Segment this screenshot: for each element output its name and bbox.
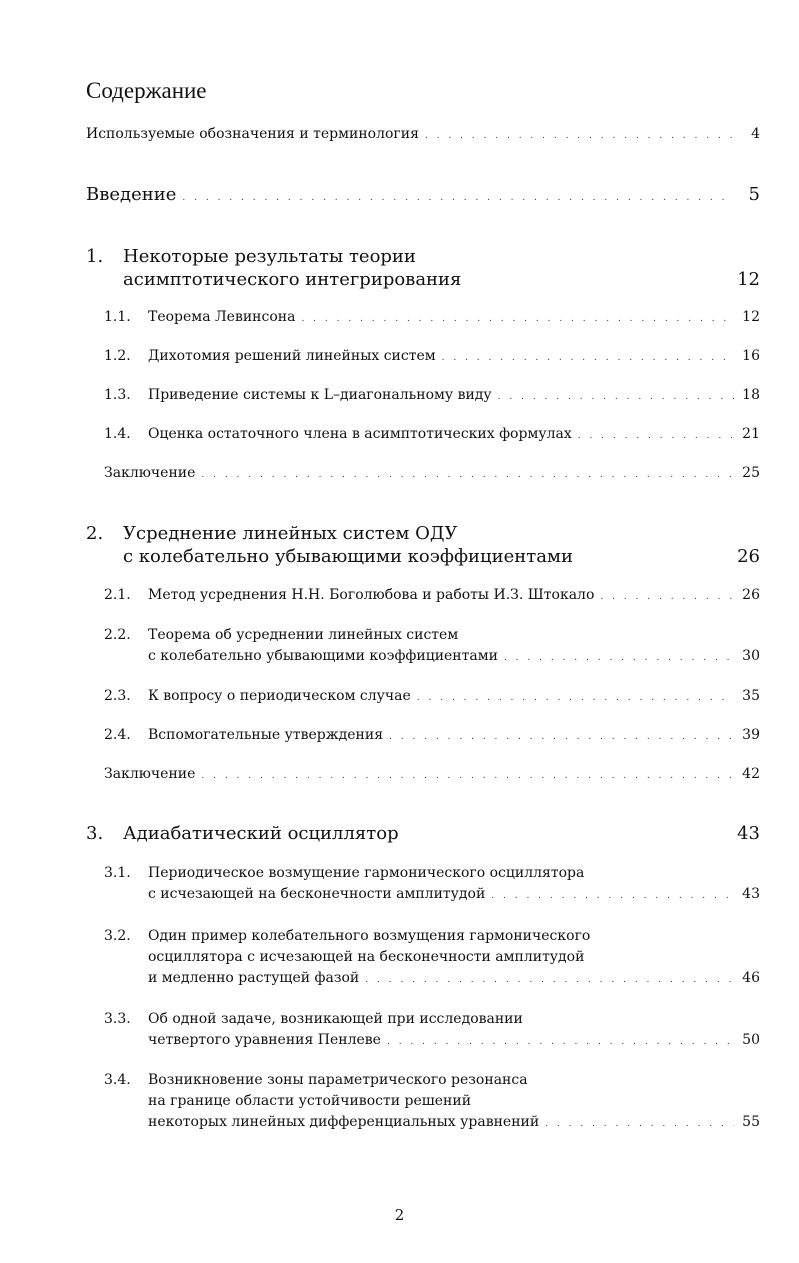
leader-dots: [301, 307, 734, 330]
section-page: 43: [742, 886, 760, 902]
section-title: и медленно растущей фазой: [148, 970, 360, 986]
section-title: с колебательно убывающими коэффициентами: [148, 648, 498, 664]
conclusion-page: 42: [742, 766, 760, 782]
conclusion-page: 25: [742, 465, 760, 481]
section-title: Вспомогательные утверждения: [148, 727, 384, 743]
chapter-page: 12: [737, 269, 760, 290]
leader-dots: [545, 1112, 734, 1135]
section-number: 1.2.: [104, 348, 131, 364]
section-number: 3.4.: [104, 1072, 131, 1088]
section-title: Дихотомия решений линейных систем: [148, 348, 436, 364]
section-title: с исчезающей на бесконечности амплитудой: [148, 886, 486, 902]
leader-dots: [182, 183, 734, 210]
section-title: на границе области устойчивости решений: [148, 1093, 472, 1109]
section-title: Оценка остаточного члена в асимптотических формулах: [148, 426, 572, 442]
leader-dots: [600, 585, 734, 608]
section-title: Один пример колебательного возмущения гармонического: [148, 928, 591, 944]
section-page: 21: [742, 426, 760, 442]
conclusion-title: Заключение: [104, 766, 196, 782]
toc-entry-page: 4: [751, 126, 760, 142]
section-page: 26: [742, 587, 760, 603]
leader-dots: [442, 346, 734, 369]
chapter-title-line: Некоторые результаты теории: [123, 246, 416, 267]
chapter-title-line: Усреднение линейных систем ОДУ: [123, 523, 458, 544]
leader-dots: [365, 968, 734, 991]
section-number: 2.2.: [104, 627, 131, 643]
toc-entry-notation[interactable]: [86, 124, 760, 147]
chapter-title-line: асимптотического интегрирования: [123, 269, 462, 290]
section-title: Периодическое возмущение гармонического осциллятора: [148, 865, 585, 881]
leader-dots: [425, 124, 734, 147]
section-page: 18: [742, 387, 760, 403]
section-number: 2.4.: [104, 727, 131, 743]
conclusion-title: Заключение: [104, 465, 196, 481]
section-title: Приведение системы к L–диагональному виду: [148, 387, 492, 403]
section-number: 1.1.: [104, 309, 131, 325]
toc-entry-page: 5: [748, 184, 760, 205]
page-title: Содержание: [86, 78, 207, 103]
section-page: 12: [742, 309, 760, 325]
toc-conclusion-1[interactable]: [104, 463, 760, 486]
section-page: 39: [742, 727, 760, 743]
section-title: некоторых линейных дифференциальных уравнений: [148, 1114, 540, 1130]
toc-chapter-2[interactable]: [86, 522, 760, 568]
section-number: 1.4.: [104, 426, 131, 442]
section-page: 35: [742, 688, 760, 704]
section-title: Возникновение зоны параметрического резонанса: [148, 1072, 528, 1088]
section-title: К вопросу о периодическом случае: [148, 688, 411, 704]
section-number: 2.3.: [104, 688, 131, 704]
leader-dots: [578, 424, 734, 447]
chapter-number: 1.: [86, 246, 104, 267]
toc-entry-intro[interactable]: [86, 183, 760, 210]
section-page: 16: [742, 348, 760, 364]
leader-dots: [504, 646, 734, 669]
chapter-page: 43: [737, 823, 760, 844]
toc-entry-text: Используемые обозначения и терминология: [86, 126, 419, 142]
chapter-title-line: с колебательно убывающими коэффициентами: [123, 546, 573, 567]
section-number: 3.2.: [104, 928, 131, 944]
section-title: Теорема Левинсона: [148, 309, 296, 325]
section-number: 3.3.: [104, 1011, 131, 1027]
section-title: Метод усреднения Н.Н. Боголюбова и работы И.З. Штокало: [148, 587, 595, 603]
section-number: 2.1.: [104, 587, 131, 603]
section-page: 46: [742, 970, 760, 986]
chapter-page: 26: [737, 546, 760, 567]
leader-dots: [201, 764, 734, 787]
leader-dots: [201, 463, 734, 486]
chapter-number: 3.: [86, 823, 104, 844]
toc-entry-text: Введение: [86, 184, 177, 205]
leader-dots: [498, 385, 734, 408]
section-title: Теорема об усреднении линейных систем: [148, 627, 459, 643]
section-title: четвертого уравнения Пенлеве: [148, 1032, 381, 1048]
section-title: осциллятора с исчезающей на бесконечности амплитудой: [148, 949, 585, 965]
section-number: 1.3.: [104, 387, 131, 403]
section-number: 3.1.: [104, 865, 131, 881]
leader-dots: [387, 1030, 734, 1053]
section-page: 30: [742, 648, 760, 664]
section-page: 50: [742, 1032, 760, 1048]
chapter-number: 2.: [86, 523, 104, 544]
chapter-title-line: Адиабатический осциллятор: [123, 823, 399, 844]
section-title: Об одной задаче, возникающей при исследовании: [148, 1011, 523, 1027]
leader-dots: [417, 686, 734, 709]
leader-dots: [389, 725, 734, 748]
toc-conclusion-2[interactable]: [104, 764, 760, 787]
toc-chapter-1[interactable]: [86, 245, 760, 291]
page-number: 2: [394, 1206, 405, 1224]
section-page: 55: [742, 1114, 760, 1130]
leader-dots: [491, 884, 734, 907]
